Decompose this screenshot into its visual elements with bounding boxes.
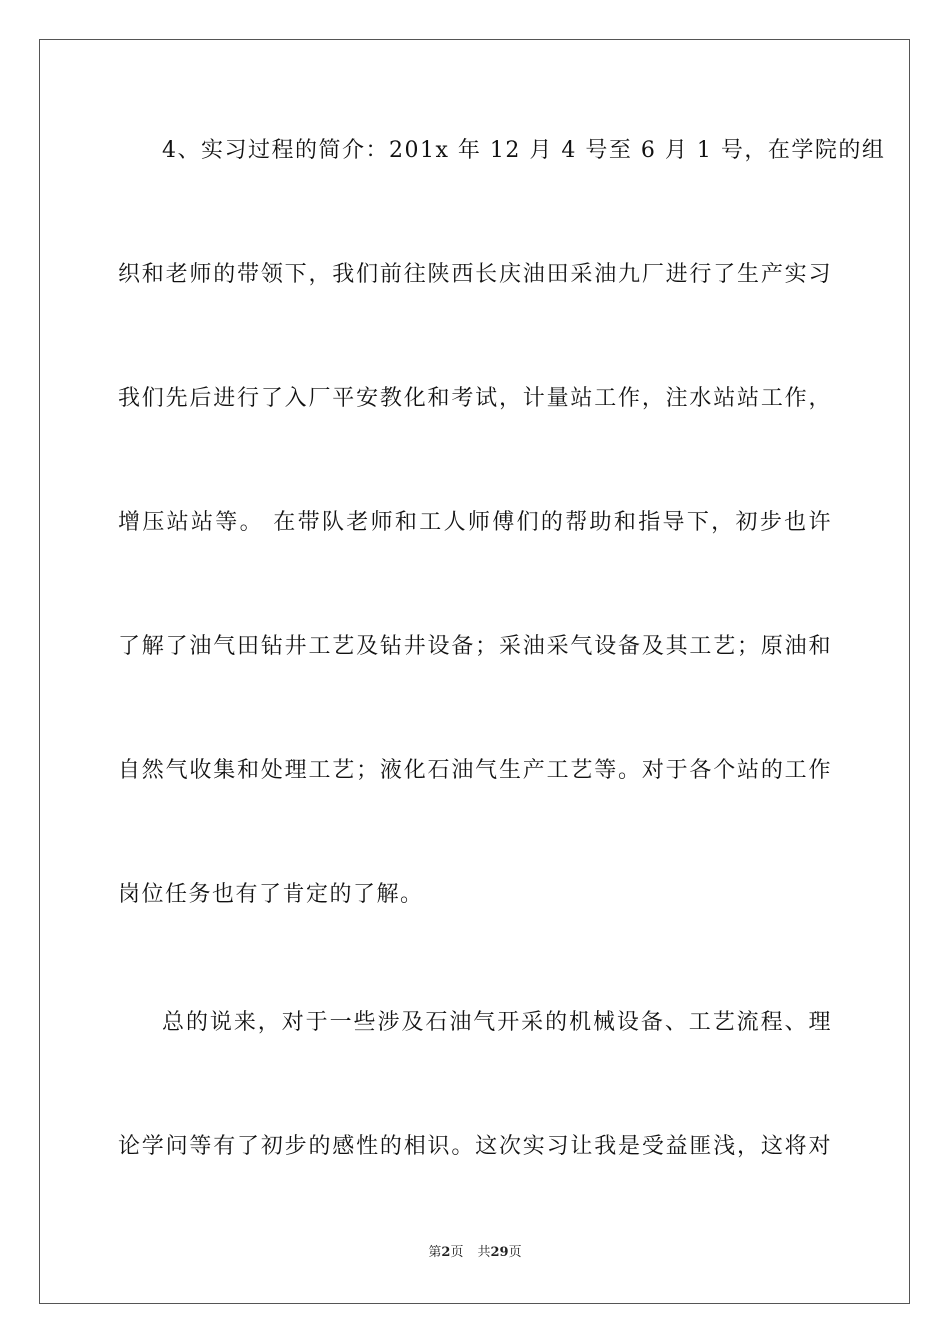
page-label-prefix: 第 [428,1245,442,1260]
text-line: 岗位任务也有了肯定的了解。 [118,882,424,907]
text-line: 总的说来，对于一些涉及石油气开采的机械设备、工艺流程、理 [162,1010,832,1035]
text-line: 论学问等有了初步的感性的相识。这次实习让我是受益匪浅，这将对 [118,1134,832,1159]
page-border [39,39,910,1304]
text-line: 织和老师的带领下，我们前往陕西长庆油田采油九厂进行了生产实习 [118,262,832,287]
text-line: 我们先后进行了入厂平安教化和考试，计量站工作，注水站站工作， [118,386,832,411]
text-line: 了解了油气田钻井工艺及钻井设备；采油采气设备及其工艺；原油和 [118,634,832,659]
page-footer [0,1245,950,1261]
text-line: 自然气收集和处理工艺；液化石油气生产工艺等。对于各个站的工作 [118,758,832,783]
total-pages: 29 [490,1245,509,1260]
page-label-suffix: 页 [450,1245,464,1260]
page-number: 2 [441,1245,451,1260]
text-line: 增压站站等。 在带队老师和工人师傅们的帮助和指导下，初步也许 [118,510,832,535]
total-label-prefix: 共 [477,1245,491,1260]
text-line: 4、实习过程的简介：201x 年 12 月 4 号至 6 月 1 号，在学院的组 [162,138,886,163]
total-label-suffix: 页 [508,1245,522,1260]
